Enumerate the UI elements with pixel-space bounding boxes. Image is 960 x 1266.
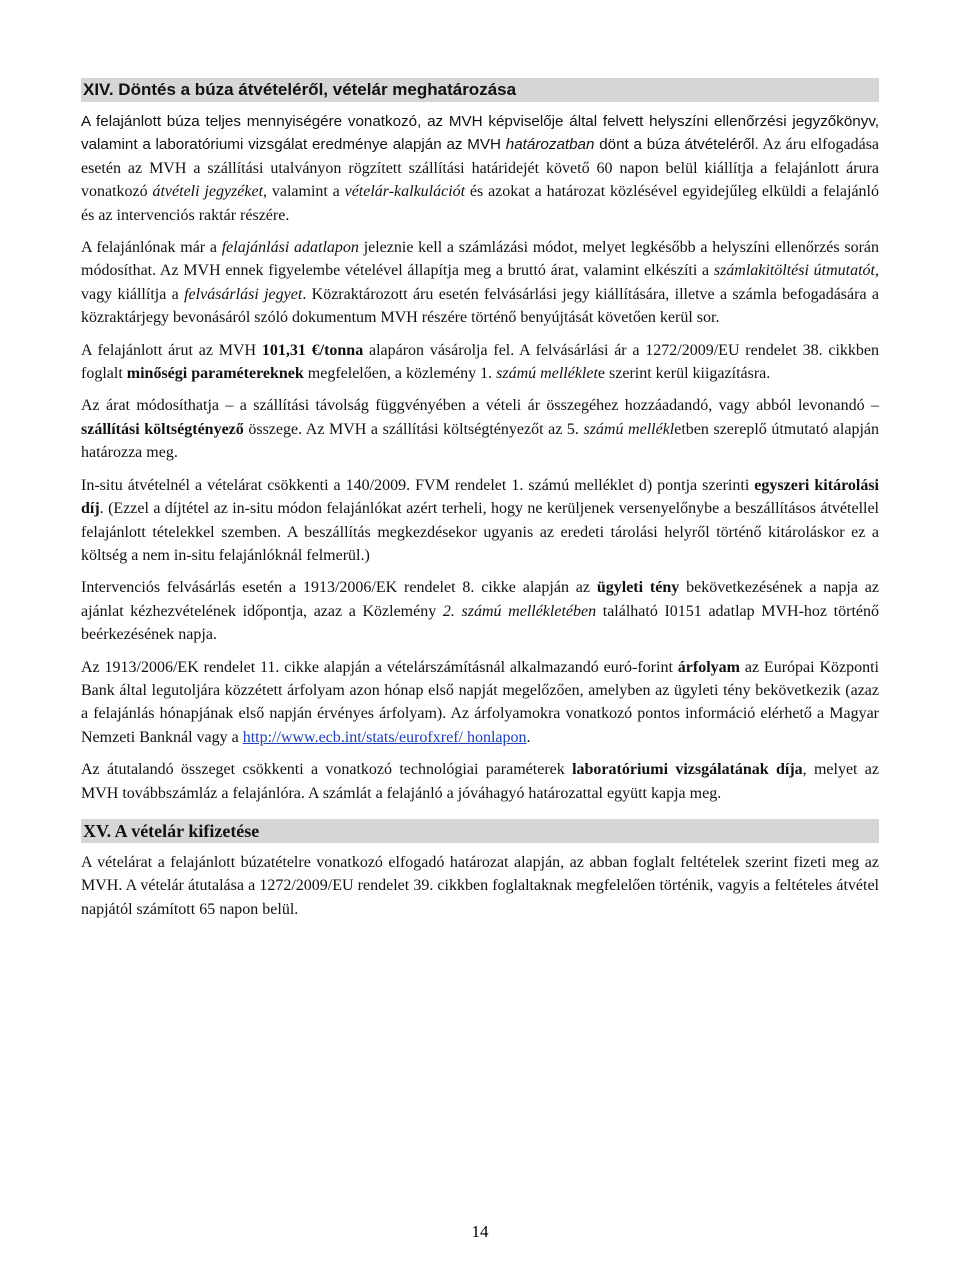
section-14-title: XIV. Döntés a búza átvételéről, vételár meghatározása <box>81 78 879 102</box>
section-14-paragraph-1: A felajánlott búza teljes mennyiségére vonatkozó, az MVH képviselője által felvett helyszíni ellenőrzési jegyzőkönyv, valamint a laboratóriumi vizsgálat eredménye alapján az MVH határozatban dönt a búza átvételéről. Az áru elfogadása esetén az MVH a szállítási utalványon rögzített szállítási határidejét követő 60 napon belül kiállítja a felajánlott árura vonatkozó átvételi jegyzéket, valamint a vételár-kalkulációt és azokat a határozat közlésével egyidejűleg elküldi a felajánló és az intervenciós raktár részére. <box>81 113 880 224</box>
section-15-title: XV. A vételár kifizetése <box>81 819 879 843</box>
section-15-paragraph-1: A vételárat a felajánlott búzatételre vonatkozó elfogadó határozat alapján, az abban foglalt feltételek szerint fizeti meg az MVH. A vételár átutalása a 1272/2009/EU rendelet 39. cikkben foglaltaknak megfelelően történik, vagyis a feltételes átvétel napjától számított 65 napon belül. <box>81 853 879 918</box>
document-page <box>81 78 879 930</box>
section-14-paragraph-4: Az árat módosíthatja – a szállítási távolság függvényében a vételi ár összegéhez hozzáadandó, vagy abból levonandó – szállítási költségtényező összege. Az MVH a szállítási költségtényezőt az 5. számú mellékletben szereplő útmutató alapján határozza meg. <box>81 397 879 462</box>
section-14-paragraph-3: A felajánlott árut az MVH 101,31 €/tonna alapáron vásárolja fel. A felvásárlási ár a 1272/2009/EU rendelet 38. cikkben foglalt minőségi paramétereknek megfelelően, a közlemény 1. számú melléklete szerint kerül kiigazításra. <box>81 341 880 383</box>
section-14-paragraph-2: A felajánlónak már a felajánlási adatlapon jeleznie kell a számlázási módot, melyet legkésőbb a helyszíni ellenőrzés során módosíthat. Az MVH ennek figyelembe vételével állapítja meg a bruttó árat, valamint elkészíti a számlakitöltési útmutatót, vagy kiállítja a felvásárlási jegyet. Közraktározott áru esetén felvásárlási jegy kiállítására, illetve a számla befogadására a közraktárjegy bevonásáról szóló dokumentum MVH részére történő benyújtását követően kerül sor. <box>81 239 880 327</box>
section-14-paragraph-6: Intervenciós felvásárlás esetén a 1913/2006/EK rendelet 8. cikke alapján az ügyleti tény bekövetkezésének a napja az ajánlat kézhezvételének időpontja, azaz a Közlemény 2. számú mellékletében található I0151 adatlap MVH-hoz történő beérkezésének napja. <box>81 579 880 644</box>
ecb-link[interactable]: http://www.ecb.int/stats/eurofxref/ honlapon <box>242 728 527 746</box>
section-14-paragraph-7: Az 1913/2006/EK rendelet 11. cikke alapján a vételárszámításnál alkalmazandó euró-forint árfolyam az Európai Központi Bank által legutoljára közzétett árfolyam azon hónap első napját megelőzően, amelyben az ügyleti tény bekövetkezik (azaz a felajánlás hónapjának első napján érvényes árfolyam). Az árfolyamokra vonatkozó pontos információ elérhető a Magyar Nemzeti Banknál vagy a http://www.ecb.int/stats/eurofxref/ honlapon. <box>81 658 879 746</box>
section-14-paragraph-8: Az átutalandó összeget csökkenti a vonatkozó technológiai paraméterek laboratóriumi vizsgálatának díja, melyet az MVH továbbszámláz a felajánlóra. A számlát a felajánló a jóváhagyó határozattal együtt kapja meg. <box>81 761 879 802</box>
section-14-paragraph-5: In-situ átvételnél a vételárat csökkenti a 140/2009. FVM rendelet 1. számú melléklet d) pontja szerinti egyszeri kitárolási díj. (Ezzel a díjtétel az in-situ módon felajánlókat azért terheli, hogy ne kerüljenek versenyelőnybe a beszállításos átvétellel felajánlott tételekkel szemben. A beszállítás megkezdésekor ugyanis az eredeti tárolási helyről történő kitároláskor ez a költség a nem in-situ felajánlóknál felmerül.) <box>81 476 879 564</box>
page-number: 14 <box>471 1222 489 1241</box>
